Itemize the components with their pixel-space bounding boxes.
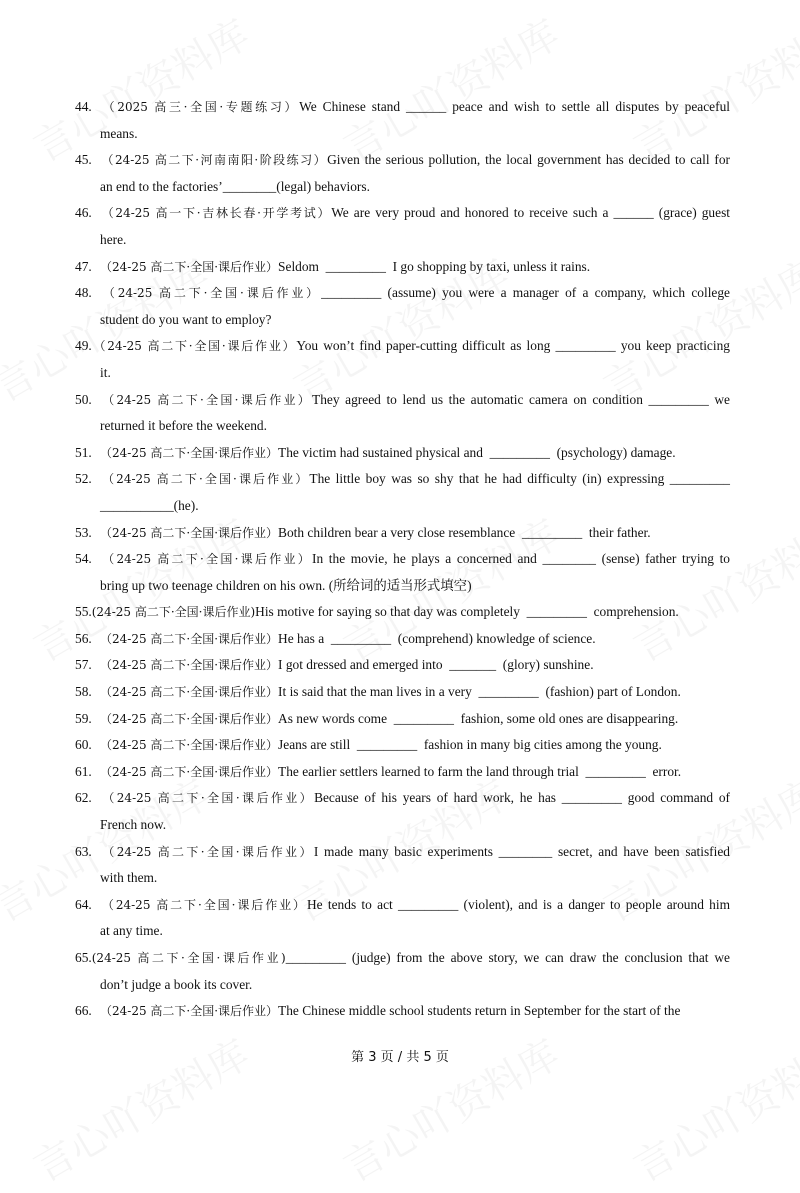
question-source: （24-25 高二下·全国·课后作业） <box>100 764 279 779</box>
question-number: 50. <box>75 391 92 407</box>
question-item <box>75 94 730 147</box>
question-first-line <box>75 732 730 759</box>
question-source: （24-25 高二下·全国·课后作业） <box>100 286 322 301</box>
question-item <box>75 679 730 706</box>
question-source: （24-25 高二下·全国·课后作业） <box>100 472 310 487</box>
question-number: 54. <box>75 551 92 567</box>
question-text: He tends to act _________ (violent), and is a danger to people around him <box>307 896 730 912</box>
question-item <box>75 387 730 440</box>
question-first-line <box>75 652 730 679</box>
question-text: Both children bear a very close resemblance _________ their father. <box>278 524 651 540</box>
question-number: 53. <box>75 524 92 540</box>
question-continuation-line: at any time. <box>100 923 163 939</box>
question-text: It is said that the man lives in a very _________ (fashion) part of London. <box>278 684 681 700</box>
question-number: 58. <box>75 684 92 700</box>
question-number: 49. <box>75 338 92 354</box>
question-continuation-line: means. <box>100 125 138 141</box>
question-text: The little boy was so shy that he had difficulty (in) expressing _________ <box>309 471 730 487</box>
question-text: Because of his years of hard work, he has _________ good command of <box>314 790 730 806</box>
question-source: （24-25 高二下·全国·课后作业） <box>100 658 279 673</box>
question-source: （24-25 高二下·全国·课后作业） <box>100 791 315 806</box>
question-text: I got dressed and emerged into _______ (glory) sunshine. <box>278 657 594 673</box>
question-item <box>75 466 730 519</box>
question-text: His motive for saying so that day was completely _________ comprehension. <box>255 604 679 620</box>
question-text: Given the serious pollution, the local government has decided to call for <box>327 152 731 168</box>
question-item <box>75 200 730 253</box>
question-item <box>75 706 730 733</box>
question-continuation-line: student do you want to employ? <box>100 311 272 327</box>
question-source: （24-25 高二下·全国·课后作业） <box>100 685 279 700</box>
question-first-line <box>75 440 730 467</box>
question-item <box>75 759 730 786</box>
question-item <box>75 280 730 333</box>
question-first-line <box>75 94 730 121</box>
question-first-line <box>75 546 730 573</box>
question-text: We are very proud and honored to receive such a ______ (grace) guest <box>331 205 731 221</box>
question-item <box>75 892 730 945</box>
question-first-line <box>75 387 730 414</box>
question-source: （24-25 高二下·全国·课后作业） <box>100 631 279 646</box>
question-item <box>75 333 730 386</box>
question-first-line <box>75 839 730 866</box>
question-text: I made many basic experiments ________ secret, and have been satisfied <box>313 843 730 859</box>
question-source: （24-25 高二下·全国·课后作业） <box>100 392 313 407</box>
question-number: 56. <box>75 630 92 646</box>
question-first-line <box>75 785 730 812</box>
question-first-line <box>75 706 730 733</box>
question-source: （24-25 高二下·全国·课后作业） <box>100 897 307 912</box>
question-number: 45. <box>75 152 92 168</box>
question-number: 44. <box>75 99 92 114</box>
question-item <box>75 254 730 281</box>
question-text: _________ (judge) from the above story, we can draw the conclusion that we <box>285 950 730 965</box>
question-source: （24-25 高二下·全国·课后作业） <box>100 259 279 274</box>
question-item <box>75 147 730 200</box>
question-item <box>75 998 730 1025</box>
question-text: The Chinese middle school students return in September for the start of the <box>278 1003 681 1019</box>
question-item <box>75 520 730 547</box>
question-number: 61. <box>75 763 92 779</box>
question-text: In the movie, he plays a concerned and ________ (sense) father trying to <box>312 551 730 567</box>
question-first-line <box>75 892 730 919</box>
page-footer: 第 3 页 / 共 5 页 <box>351 1050 449 1065</box>
question-first-line <box>75 254 730 281</box>
question-continuation-line: don’t judge a book its cover. <box>100 976 253 992</box>
question-item <box>75 440 730 467</box>
question-number: 60. <box>75 737 92 753</box>
question-source: （24-25 高二下·全国·课后作业） <box>100 738 279 753</box>
question-first-line <box>75 599 730 626</box>
question-continuation-line: bring up two teenage children on his own. (所给词的适当形式填空) <box>100 577 472 593</box>
question-source: （24-25 高二下·全国·课后作业） <box>100 1004 279 1019</box>
question-source: （24-25 高二下·全国·课后作业） <box>100 445 279 460</box>
question-continuation-line: an end to the factories’________(legal) behaviors. <box>100 178 370 194</box>
question-first-line <box>75 998 730 1025</box>
question-text: The victim had sustained physical and _________ (psychology) damage. <box>278 444 676 460</box>
question-item <box>75 839 730 892</box>
question-number: 52. <box>75 471 92 487</box>
question-source: （24-25 高一下·吉林长春·开学考试） <box>100 206 332 221</box>
question-source: （2025 高三·全国·专题练习） <box>100 100 300 114</box>
question-continuation-line: it. <box>100 364 111 380</box>
question-source: (24-25 高二下·全国·课后作业) <box>91 951 286 965</box>
question-item <box>75 732 730 759</box>
question-number: 66. <box>75 1003 92 1019</box>
question-number: 57. <box>75 657 92 673</box>
question-first-line <box>75 147 730 174</box>
question-continuation-line: returned it before the weekend. <box>100 418 267 434</box>
question-source: （24-25 高二下·全国·课后作业） <box>100 552 313 567</box>
question-source: （24-25 高二下·全国·课后作业） <box>100 525 279 540</box>
question-text: They agreed to lend us the automatic camera on condition _________ we <box>312 391 730 407</box>
question-number: 63. <box>75 843 92 859</box>
question-text: Seldom _________ I go shopping by taxi, unless it rains. <box>278 258 591 274</box>
question-number: 65. <box>75 950 92 965</box>
question-continuation-line: ___________(he). <box>100 497 199 513</box>
question-text: The earlier settlers learned to farm the land through trial _________ error. <box>278 763 682 779</box>
question-first-line <box>75 759 730 786</box>
question-first-line <box>75 466 730 493</box>
question-item <box>75 785 730 838</box>
question-item <box>75 626 730 653</box>
question-source: (24-25 高二下·全国·课后作业) <box>91 605 256 620</box>
question-number: 59. <box>75 710 92 726</box>
question-number: 64. <box>75 896 92 912</box>
question-first-line <box>75 626 730 653</box>
question-first-line <box>75 679 730 706</box>
question-source: （24-25 高二下·全国·课后作业） <box>100 844 314 859</box>
question-text: _________ (assume) you were a manager of a company, which college <box>321 285 730 301</box>
question-number: 62. <box>75 790 92 806</box>
question-continuation-line: here. <box>100 231 127 247</box>
question-text: We Chinese stand ______ peace and wish to settle all disputes by peaceful <box>299 99 731 114</box>
question-first-line <box>75 200 730 227</box>
question-text: Jeans are still _________ fashion in many big cities among the young. <box>278 737 662 753</box>
question-number: 48. <box>75 285 92 301</box>
question-number: 51. <box>75 444 92 460</box>
question-number: 46. <box>75 205 92 221</box>
question-continuation-line: with them. <box>100 870 158 886</box>
question-number: 47. <box>75 258 92 274</box>
question-list <box>75 94 730 1025</box>
question-text: He has a _________ (comprehend) knowledge of science. <box>278 630 596 646</box>
question-text: As new words come _________ fashion, some old ones are disappearing. <box>278 710 679 726</box>
question-item <box>75 546 730 599</box>
question-text: You won’t find paper-cutting difficult as long _________ you keep practicing <box>296 338 730 354</box>
question-first-line <box>75 945 730 972</box>
question-source: （24-25 高二下·全国·课后作业） <box>91 339 297 354</box>
question-item <box>75 945 730 998</box>
question-continuation-line: French now. <box>100 817 167 833</box>
question-number: 55. <box>75 604 92 620</box>
question-source: （24-25 高二下·河南南阳·阶段练习） <box>100 153 328 168</box>
question-first-line <box>75 280 730 307</box>
question-first-line <box>75 333 730 360</box>
question-first-line <box>75 520 730 547</box>
question-item <box>75 652 730 679</box>
question-source: （24-25 高二下·全国·课后作业） <box>100 711 279 726</box>
question-item <box>75 599 730 626</box>
